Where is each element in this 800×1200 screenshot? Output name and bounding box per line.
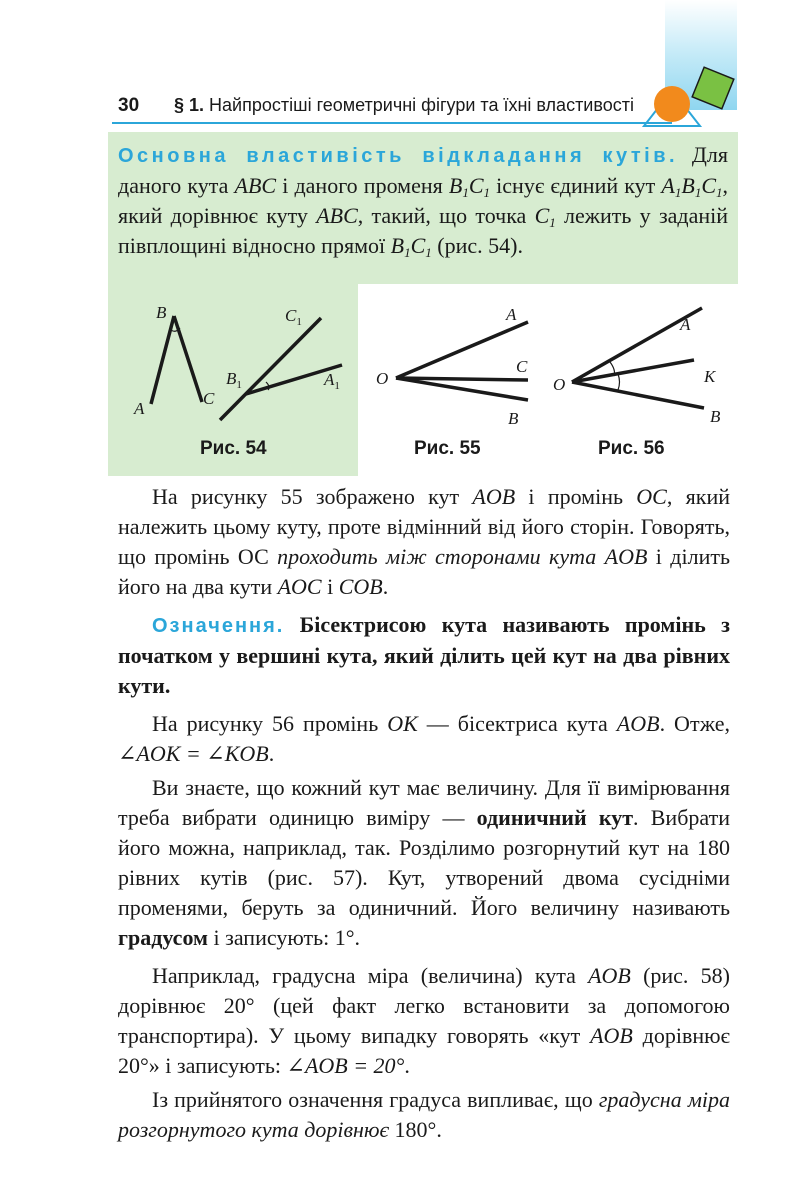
text-fragment: і даного променя xyxy=(276,173,449,198)
label-k: K xyxy=(704,367,716,386)
line-b1c1: $B_1C_1$ xyxy=(390,233,432,260)
text-fragment: Для даного кута xyxy=(118,142,728,198)
caption-fig-56: Рис. 56 xyxy=(598,438,665,459)
section-title xyxy=(174,95,634,116)
angle-arc-kob xyxy=(618,374,620,390)
text-fragment: (рис. 54). xyxy=(431,233,523,258)
label-c1: $C_1$ xyxy=(285,306,302,328)
ray-ob xyxy=(572,382,704,408)
angle-abc: ABC xyxy=(316,203,358,228)
geometric-shapes-icon xyxy=(640,60,740,135)
definition-bisector: Означення. Бісектрисою кута називають промінь з початком у вершині кута, який ділить цей кут на два рівних кути. xyxy=(118,612,730,698)
header-rule xyxy=(112,122,672,124)
angle-abc: ABC xyxy=(234,173,277,198)
label-o: O xyxy=(376,369,389,388)
orange-circle-icon xyxy=(654,86,690,122)
text-fragment: , такий, що точка xyxy=(357,203,535,228)
ray-b1c1: $B_1C_1$ xyxy=(448,173,491,200)
section-number: § 1. xyxy=(174,95,205,115)
point-c1: $C_1$ xyxy=(534,203,556,230)
label-a: A xyxy=(506,305,517,324)
label-b1: $B_1$ xyxy=(226,369,242,391)
figure-56 xyxy=(548,300,733,435)
body-text xyxy=(118,482,730,1145)
paragraph-unit-angle: Ви знаєте, що кожний кут має величину. Для її вимірювання треба вибрати одиницю виміру — одиничний кут. Вибрати його можна, наприклад, так. Розділимо розгорнутий кут на 180 рівних кутів (рис. 57). Кут, утворений двома сусідніми променями, беруть за одиничний. Його величину називають градусом і записують: 1°. xyxy=(118,775,730,950)
label-b: B xyxy=(156,303,167,322)
label-b: B xyxy=(710,407,721,426)
angle-a1b1c1: $A_1B_1C_1$ xyxy=(661,173,723,200)
caption-fig-55: Рис. 55 xyxy=(414,438,481,459)
label-c: C xyxy=(203,389,215,408)
label-a: A xyxy=(134,399,145,418)
paragraph-straight-angle: Із прийнятого означення градуса випливає, що градусна міра розгорнутого кута дорівнює 180°. xyxy=(118,1087,730,1142)
paragraph-ray-oc: На рисунку 55 зображено кут AOB і промінь OC, який належить цьому куту, проте відмінний від його сторін. Говорять, що промінь ОС проходить між сторонами кута AOB і ділить його на два кути AOC і COB. xyxy=(118,484,730,599)
figure-55 xyxy=(370,300,545,430)
property-text xyxy=(118,140,728,261)
text-fragment: , який дорівнює куту xyxy=(118,173,728,228)
ray-oa xyxy=(396,322,528,378)
section-title-text: Найпростіші геометричні фігури та їхні властивості xyxy=(209,95,634,115)
caption-fig-54: Рис. 54 xyxy=(200,438,267,459)
definition-term: Означення. xyxy=(152,615,285,637)
label-c: C xyxy=(516,357,528,376)
text-fragment: лежить у заданій півплощині відносно прямої xyxy=(118,203,729,258)
property-heading: Основна властивість відкладання кутів. xyxy=(118,145,679,167)
page-number: 30 xyxy=(118,95,140,116)
label-a: A xyxy=(680,315,691,334)
ray-bc xyxy=(174,316,202,402)
label-b: B xyxy=(508,409,519,428)
label-o: O xyxy=(553,375,566,394)
green-square-icon xyxy=(692,67,734,109)
paragraph-bisector-example: На рисунку 56 промінь OK — бісектриса кута AOB. Отже, ∠AOK = ∠KOB. xyxy=(118,711,731,766)
text-fragment: існує єдиний кут xyxy=(490,173,662,198)
figure-54 xyxy=(108,284,358,434)
label-a1: $A_1$ xyxy=(324,370,340,392)
paragraph-degree-measure: Наприклад, градусна міра (величина) кута AOB (рис. 58) дорівнює 20° (цей факт легко встановити за допомогою транспортира). У цьому випадку говорять «кут AOB дорівнює 20°» і записують: ∠AOB = 20°. xyxy=(118,963,730,1078)
